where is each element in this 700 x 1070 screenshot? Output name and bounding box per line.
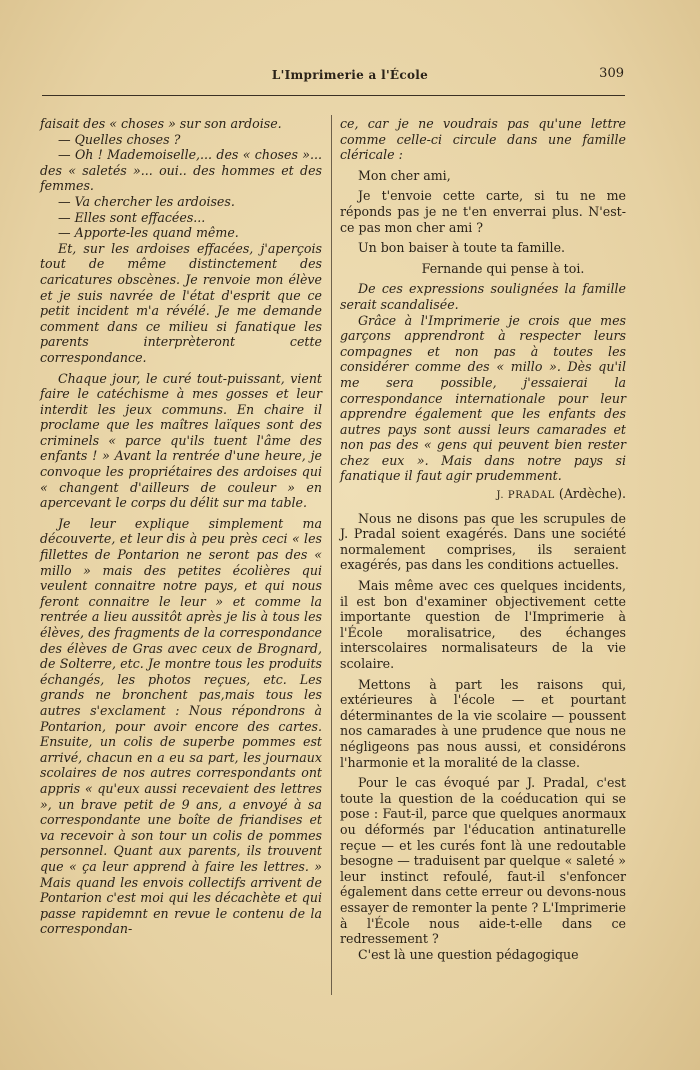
- column-divider: [331, 115, 332, 995]
- paragraph: Grâce à l'Imprimerie je crois que mes garçons apprendront à respecter leurs compagnes et non pas à toutes les considérer comme des « millo ». Dès qu'il me sera possible, j'essaierai la correspondance internationale pour leur apprendre également que les enfants des autres pays sont aussi leurs camarades et non pas des « gens qui peuvent bien rester chez eux ». Mais dans notre pays si fanatique il faut agir prudemment.: [340, 312, 626, 484]
- dialogue-line: — Va chercher les ardoises.: [58, 193, 235, 209]
- left-column: [40, 116, 322, 937]
- dialogue-line: — Apporte-les quand même.: [58, 225, 239, 241]
- author-signature: [340, 486, 626, 504]
- paragraph: Et, sur les ardoises effacées, j'aperçois tout de même distinctement des caricatures obscènes. Je renvoie mon élève et je suis navrée de l'état d'esprit que ce petit incident m'a révélé. Je me demande comment dans ce milieu si fanatique les parents interprèteront cette correspondance.: [40, 240, 322, 365]
- dialogue-line: — Elles sont effacées...: [58, 209, 206, 225]
- paragraph: Mais même avec ces quelques incidents, il est bon d'examiner objectivement cette importante question de l'Imprimerie à l'École moralisatrice, des échanges interscolaires normalisateurs de la vie scolaire.: [340, 578, 626, 671]
- paragraph: De ces expressions soulignées la famille serait scandalisée.: [340, 281, 626, 312]
- letter-salutation: Mon cher ami,: [358, 167, 451, 183]
- paragraph: faisait des « choses » sur son ardoise.: [40, 116, 282, 131]
- paragraph: Nous ne disons pas que les scrupules de J. Pradal soient exagérés. Dans une société normalement comprises, ils seraient exagérés, pas dans les conditions actuelles.: [340, 510, 626, 573]
- paragraph: Pour le cas évoqué par J. Pradal, c'est toute la question de la coéducation qui se pose : Faut-il, parce que quelques anormaux ou déformés par l'éducation antinaturelle reçue — et les curés font là une redoutable besogne — traduisent par quelque « saleté » leur instinct refoulé, faut-il s'enfoncer également dans cette erreur ou devons-nous essayer de remonter la pente ? L'Imprimerie à l'École nous aide-t-elle dans ce redressement ?: [340, 775, 626, 947]
- paragraph: Chaque jour, le curé tout-puissant, vient faire le catéchisme à mes gosses et leur interdit les jeux communs. En chaire il proclame que les maîtres laïques sont des criminels « parce qu'ils tuent l'âme des enfants ! » Avant la rentrée d'une heure, je convoque les propriétaires des ardoises qui « changent d'ailleurs de couleur » en apercevant le corps du délit sur ma table.: [40, 370, 322, 511]
- paragraph: Je leur explique simplement ma découverte, et leur dis à peu près ceci « les fillettes de Pontarion ne seront pas des « millo » mais des petites écolières qui veulent connaitre notre pays, et qui nous feront connaitre le leur » et comme la rentrée a lieu aussitôt après je lis à tous les élèves, des fragments de la correspondance des élèves de Gras avec ceux de Brognard, de Solterre, etc. Je montre tous les produits échangés, les photos reçues, etc. Les grands ne bronchent pas,mais tous les autres s'exclament : Nous répondrons à Pontarion, pour avoir encore des cartes. Ensuite, un colis de superbe pommes est arrivé, chacun en a eu sa part, les journaux scolaires de nos autres correspondants ont appris « qu'eux aussi recevaient des lettres », un brave petit de 9 ans, a envoyé à sa correspondante une boîte de friandises et va recevoir à son tour un colis de pommes personnel. Quant aux parents, ils trouvent que « ça leur apprend à faire les lettres. » Mais quand les envois collectifs arrivent de Pontarion c'est moi qui les décachète et qui passe rapidemnt en revue le contenu de la correspondan-: [40, 515, 322, 937]
- letter-body: Je t'envoie cette carte, si tu ne me réponds pas je ne t'en enverrai plus. N'est-ce pas mon cher ami ?: [340, 188, 626, 235]
- paragraph: ce, car je ne voudrais pas qu'une lettre comme celle-ci circule dans une famille cléricale :: [340, 116, 626, 163]
- author-place: (Ardèche).: [558, 486, 626, 502]
- dialogue-line: — Oh ! Mademoiselle,... des « choses »... des « saletés »... oui.. des hommes et des femmes.: [40, 147, 322, 194]
- letter-close: Un bon baiser à toute ta famille.: [358, 240, 566, 256]
- dialogue-line: — Quelles choses ?: [58, 131, 181, 147]
- paragraph: C'est là une question pédagogique: [358, 946, 579, 962]
- page-number: 309: [599, 66, 624, 81]
- author-name: J. PRADAL: [496, 490, 555, 502]
- right-column: [340, 116, 626, 962]
- letter-signature: Fernande qui pense à toi.: [421, 260, 585, 276]
- header-rule: [42, 95, 625, 96]
- paragraph: Mettons à part les raisons qui, extérieures à l'école — et pourtant déterminantes de la vie scolaire — poussent nos camarades à une prudence que nous ne négligeons pas nous aussi, et considérons l'harmonie et la moralité de la classe.: [340, 676, 626, 770]
- running-header: L'Imprimerie a l'École: [271, 68, 429, 82]
